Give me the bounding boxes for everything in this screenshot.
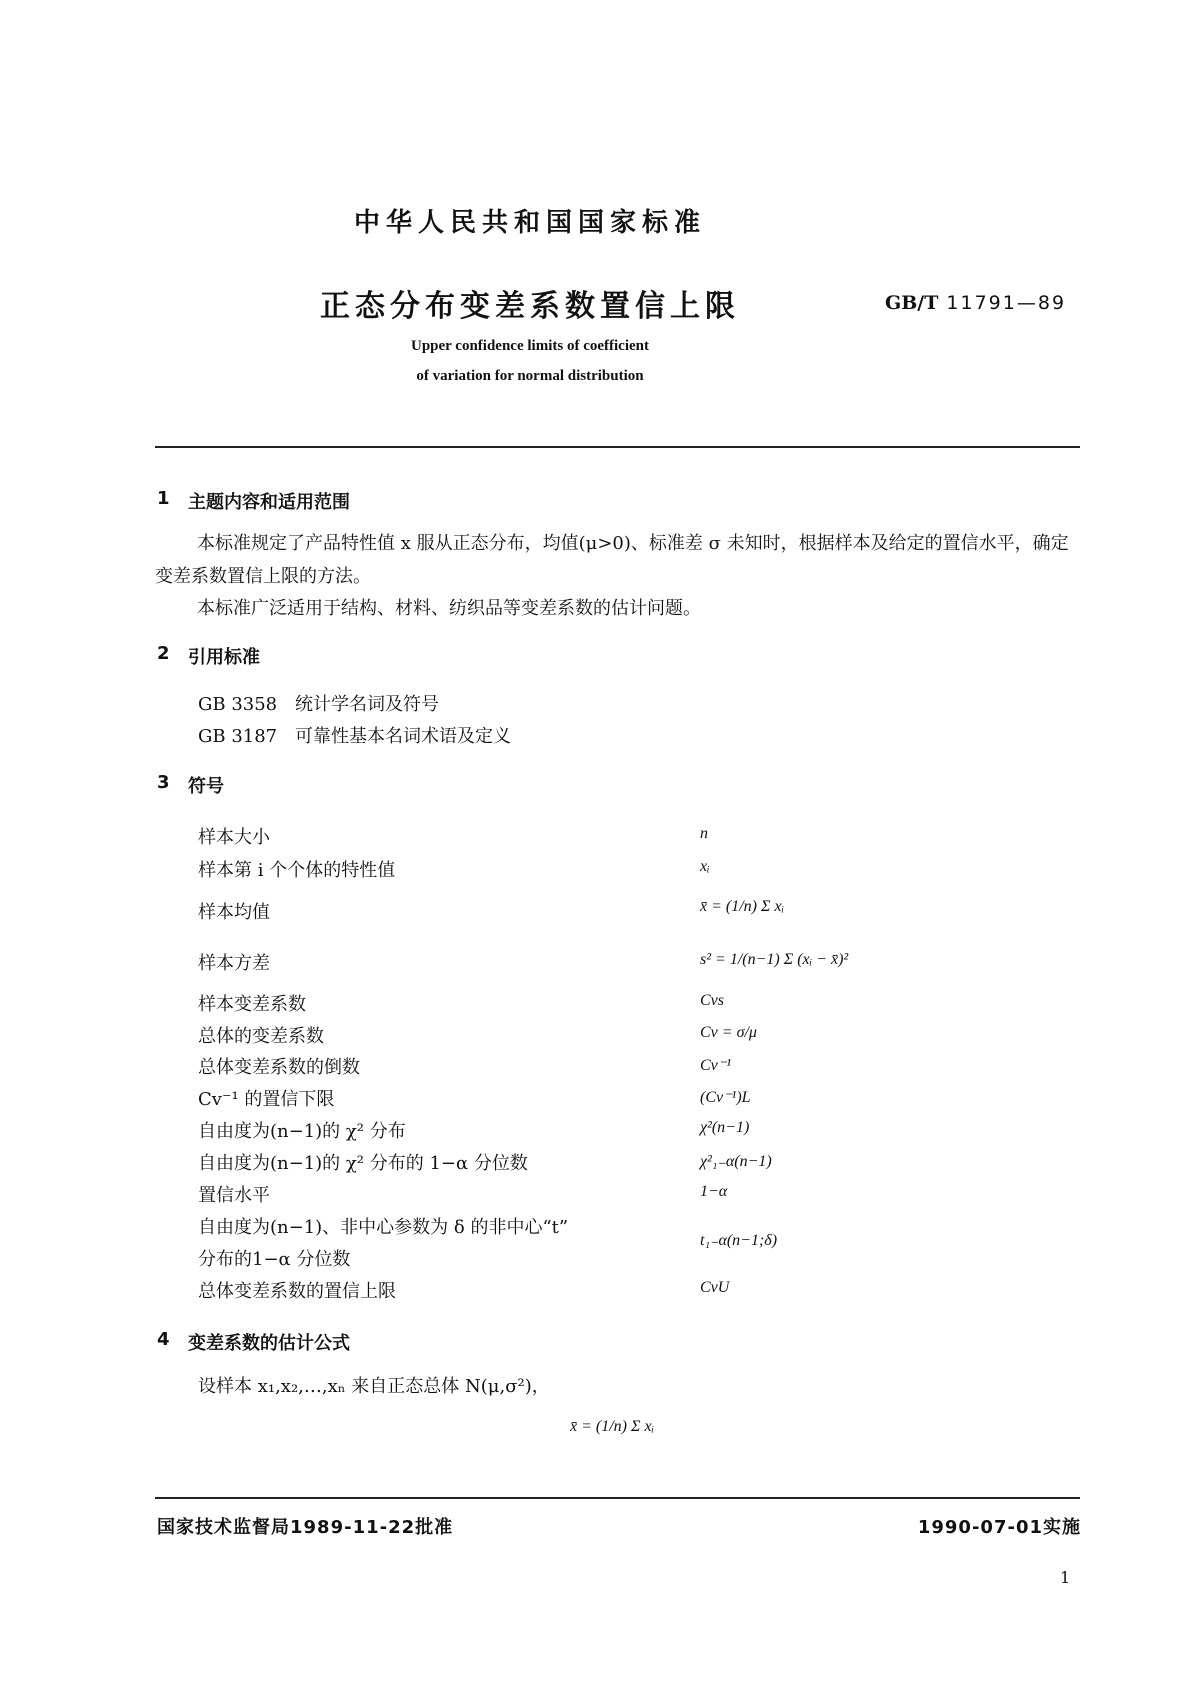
header-rule	[155, 446, 1080, 448]
symbol-value: Cvs	[700, 992, 724, 1009]
sample-mean-formula: x̄ = (1/n) Σ xᵢ	[570, 1418, 655, 1435]
reference-item-code: GB 3187	[198, 726, 278, 747]
symbol-value: CvU	[700, 1279, 730, 1296]
section3-heading: 符号	[188, 776, 224, 797]
symbol-label: 自由度为(n−1)的 χ² 分布	[198, 1121, 406, 1142]
symbol-label: 总体变差系数的置信上限	[198, 1281, 396, 1302]
section1-paragraph1: 本标准规定了产品特性值 x 服从正态分布，均值(μ>0)、标准差 σ 未知时，根据样本及给定的置信水平，确定变差系数置信上限的方法。	[155, 533, 1069, 587]
standard-code	[885, 292, 1066, 314]
symbol-label: 样本第 i 个个体的特性值	[198, 860, 396, 881]
section3-number: 3	[157, 772, 170, 793]
symbol-value: s² = 1/(n−1) Σ (xᵢ − x̄)²	[700, 951, 849, 968]
symbol-value: xᵢ	[700, 858, 710, 875]
symbol-value: (Cv⁻¹)L	[700, 1089, 751, 1106]
section4-paragraph1: 设样本 x₁,x₂,…,xₙ 来自正态总体 N(μ,σ²)，	[198, 1376, 550, 1397]
section4-heading: 变差系数的估计公式	[188, 1333, 350, 1354]
symbol-label: Cv⁻¹ 的置信下限	[198, 1089, 335, 1110]
standard-code-prefix: GB/T	[885, 292, 939, 314]
symbol-label: 样本均值	[198, 902, 270, 923]
symbol-label: 样本变差系数	[198, 994, 306, 1015]
symbol-value: x̄ = (1/n) Σ xᵢ	[700, 898, 785, 915]
national-standard-heading: 中华人民共和国国家标准	[353, 208, 706, 238]
section4-number: 4	[157, 1329, 170, 1350]
symbol-label: 样本大小	[198, 827, 270, 848]
section1-number: 1	[157, 488, 170, 509]
english-title-line2: of variation for normal distribution	[416, 368, 644, 384]
effective-date: 1990-07-01实施	[917, 1517, 1081, 1538]
section2-number: 2	[157, 643, 170, 664]
section1-heading: 主题内容和适用范围	[188, 492, 350, 513]
section1-paragraph2: 本标准广泛适用于结构、材料、纺织品等变差系数的估计问题。	[197, 598, 701, 619]
footer-rule	[155, 1497, 1080, 1499]
symbol-label: 自由度为(n−1)的 χ² 分布的 1−α 分位数	[198, 1153, 528, 1174]
english-title-line1: Upper confidence limits of coefficient	[410, 338, 649, 354]
symbol-value: Cv = σ/μ	[700, 1024, 757, 1041]
symbol-label: 总体的变差系数	[198, 1026, 324, 1047]
symbol-label: 样本方差	[198, 953, 270, 974]
symbol-label: 总体变差系数的倒数	[198, 1057, 360, 1078]
reference-item-title: 可靠性基本名词术语及定义	[295, 726, 511, 747]
symbol-value: t₁₋α(n−1;δ)	[700, 1232, 778, 1249]
symbol-value: χ²(n−1)	[700, 1119, 750, 1136]
symbol-label: 置信水平	[198, 1185, 270, 1206]
symbol-value: n	[700, 825, 708, 842]
symbol-value: Cv⁻¹	[700, 1057, 732, 1074]
reference-item-title: 统计学名词及符号	[295, 694, 439, 715]
document-title: 正态分布变差系数置信上限	[320, 289, 740, 324]
symbol-label: 自由度为(n−1)、非中心参数为 δ 的非中心“t”	[198, 1217, 569, 1238]
approval-date: 国家技术监督局1989-11-22批准	[157, 1517, 454, 1538]
symbol-value: χ²₁₋α(n−1)	[700, 1153, 772, 1170]
reference-item-code: GB 3358	[198, 694, 278, 715]
standard-code-number: 11791—89	[946, 292, 1067, 314]
symbol-label-continued: 分布的1−α 分位数	[198, 1249, 351, 1270]
symbol-value: 1−α	[700, 1183, 728, 1200]
page-number: 1	[1060, 1568, 1071, 1587]
section2-heading: 引用标准	[188, 647, 260, 668]
